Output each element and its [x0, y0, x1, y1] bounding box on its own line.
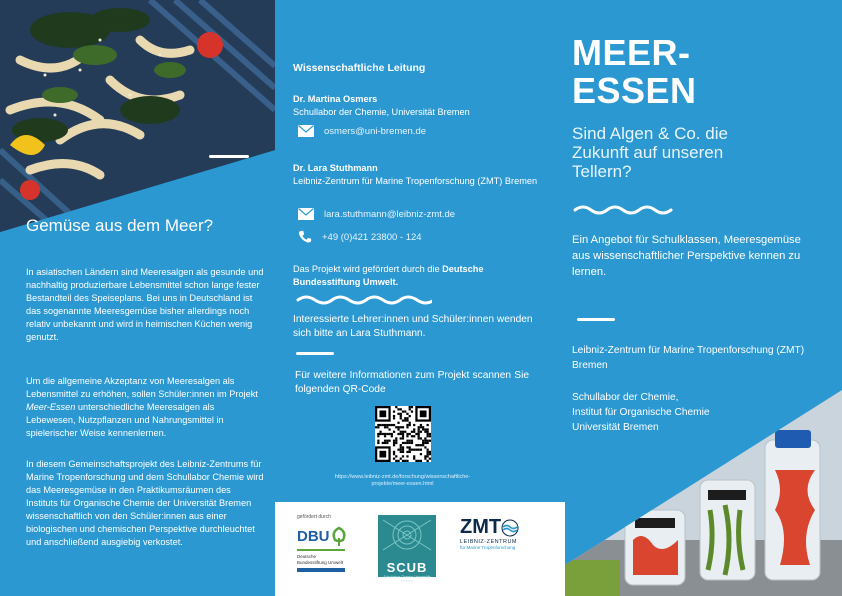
intro-paragraph: In asiatischen Ländern sind Meeresalgen als gesunde und nachhaltig produzierbare Lebensmittel schon lange fester Bestandteil des Speiseplans. Bei uns in Deutschland ist das sogenannte Meeresgemüse bisher allerdings noch relativ unbekannt und wird in heimischen Küchen wenig genutzt. [26, 267, 264, 342]
envelope-icon [298, 125, 314, 137]
project-name: Meer-Essen [26, 402, 76, 412]
offer-text: Ein Angebot für Schulklassen, Meeresgemüse aus wissenschaftlicher Perspektive kennen zu lernen. [572, 234, 801, 278]
person1-email-link[interactable]: osmers@uni-bremen.de [324, 125, 427, 137]
left-heading: Gemüse aus dem Meer? [26, 216, 214, 235]
qr-url-text[interactable]: https://www.leibniz-zmt.de/forschung/wissenschaftliche-projekte/meer-essen.html [334, 474, 471, 487]
zmt-logo-sub2: für Marine Tropenforschung [460, 545, 516, 550]
person1-affiliation: Schullabor der Chemie, Universität Bremen [293, 107, 470, 117]
scub-pattern-icon [378, 515, 436, 555]
qr-prompt: Für weitere Informationen zum Projekt scannen Sie folgenden QR-Code [295, 370, 529, 395]
title-line-1: MEER- [572, 32, 691, 73]
dbu-logo-name: DBU [297, 527, 330, 545]
dbu-logo-caption: gefördert durch [297, 514, 331, 520]
title-line-2: ESSEN [572, 70, 697, 111]
divider-dash [296, 352, 334, 355]
funding-note [293, 263, 528, 289]
person2-email-link[interactable]: lara.stuthmann@leibniz-zmt.de [324, 208, 456, 220]
phone-icon [298, 230, 312, 244]
dbu-leaf-icon [330, 526, 348, 546]
scub-logo-sub: Schullabor Chemie Universität Bremen [383, 575, 431, 583]
person2-email-row [298, 208, 455, 220]
institution-chemistry-line-3: Universität Bremen [572, 422, 659, 433]
zmt-logo-sub1: LEIBNIZ-ZENTRUM [460, 539, 517, 545]
person1-name: Dr. Martina Osmers [293, 94, 378, 104]
brochure-subtitle: Sind Algen & Co. die Zukunft auf unseren Tellern? [572, 124, 728, 181]
person2-affiliation: Leibniz-Zentrum für Marine Tropenforschung (ZMT) Bremen [293, 176, 538, 186]
person2-name: Dr. Lara Stuthmann [293, 163, 378, 173]
person2-phone-row [298, 230, 422, 244]
qr-code-icon[interactable] [375, 406, 431, 462]
institution-chemistry-line-2: Institut für Organische Chemie [572, 407, 710, 418]
scub-logo-name: SCUB [386, 560, 428, 575]
algae-jars-photo [565, 390, 842, 596]
person1-email-row [298, 125, 426, 137]
partner-logo-strip [275, 502, 565, 596]
project-paragraph [26, 375, 264, 440]
person2-phone-link[interactable]: +49 (0)421 23800 - 124 [322, 231, 422, 243]
wave-divider-icon [573, 204, 675, 216]
funding-org: Deutsche Bundesstiftung Umwelt. [293, 264, 484, 287]
dbu-logo [297, 514, 352, 582]
institution-chemistry-line-1: Schullabor der Chemie, [572, 392, 679, 403]
scientific-lead-heading: Wissenschaftliche Leitung [293, 62, 426, 74]
wave-divider-icon [296, 294, 432, 306]
scub-logo [378, 515, 436, 583]
project-paragraph-start: Um die allgemeine Akzeptanz von Meeresalgen als Lebensmittel zu erhöhen, sollen Schüler:innen im Projekt [26, 376, 258, 399]
brochure-title [572, 34, 697, 110]
envelope-icon [298, 208, 314, 220]
seaweed-salad-photo [0, 0, 275, 232]
project-paragraph-end: unterschiedliche Meeresalgen als Lebewesen, Nutzpflanzen und Nahrungsmittel in spielerischer Weise kennenlernen. [26, 402, 224, 438]
teachers-note: Interessierte Lehrer:innen und Schüler:innen wenden sich bitte an Lara Stuthmann. [293, 314, 533, 339]
dbu-logo-sub: Deutsche Bundesstiftung Umwelt [297, 554, 344, 565]
divider-dash [577, 318, 615, 321]
zmt-logo-name: ZMT [460, 516, 502, 538]
zmt-logo [460, 516, 540, 550]
zmt-wave-icon [501, 519, 519, 537]
institution-zmt: Leibniz-Zentrum für Marine Tropenforschung (ZMT) Bremen [572, 345, 805, 371]
funding-prefix: Das Projekt wird gefördert durch die [293, 264, 443, 274]
divider-dash [209, 155, 249, 158]
partnership-paragraph: In diesem Gemeinschaftsprojekt des Leibniz-Zentrums für Marine Tropenforschung und dem Schullabor Chemie wird das Meeresgemüse in den Praktikumsräumen des Instituts für Organische Chemie der Universität Bremen wissenschaftlich von den Schüler:innen aus einer biologischen und chemischen Perspektive durchleuchtet und anschließend ausgiebig verkostet. [26, 459, 264, 547]
